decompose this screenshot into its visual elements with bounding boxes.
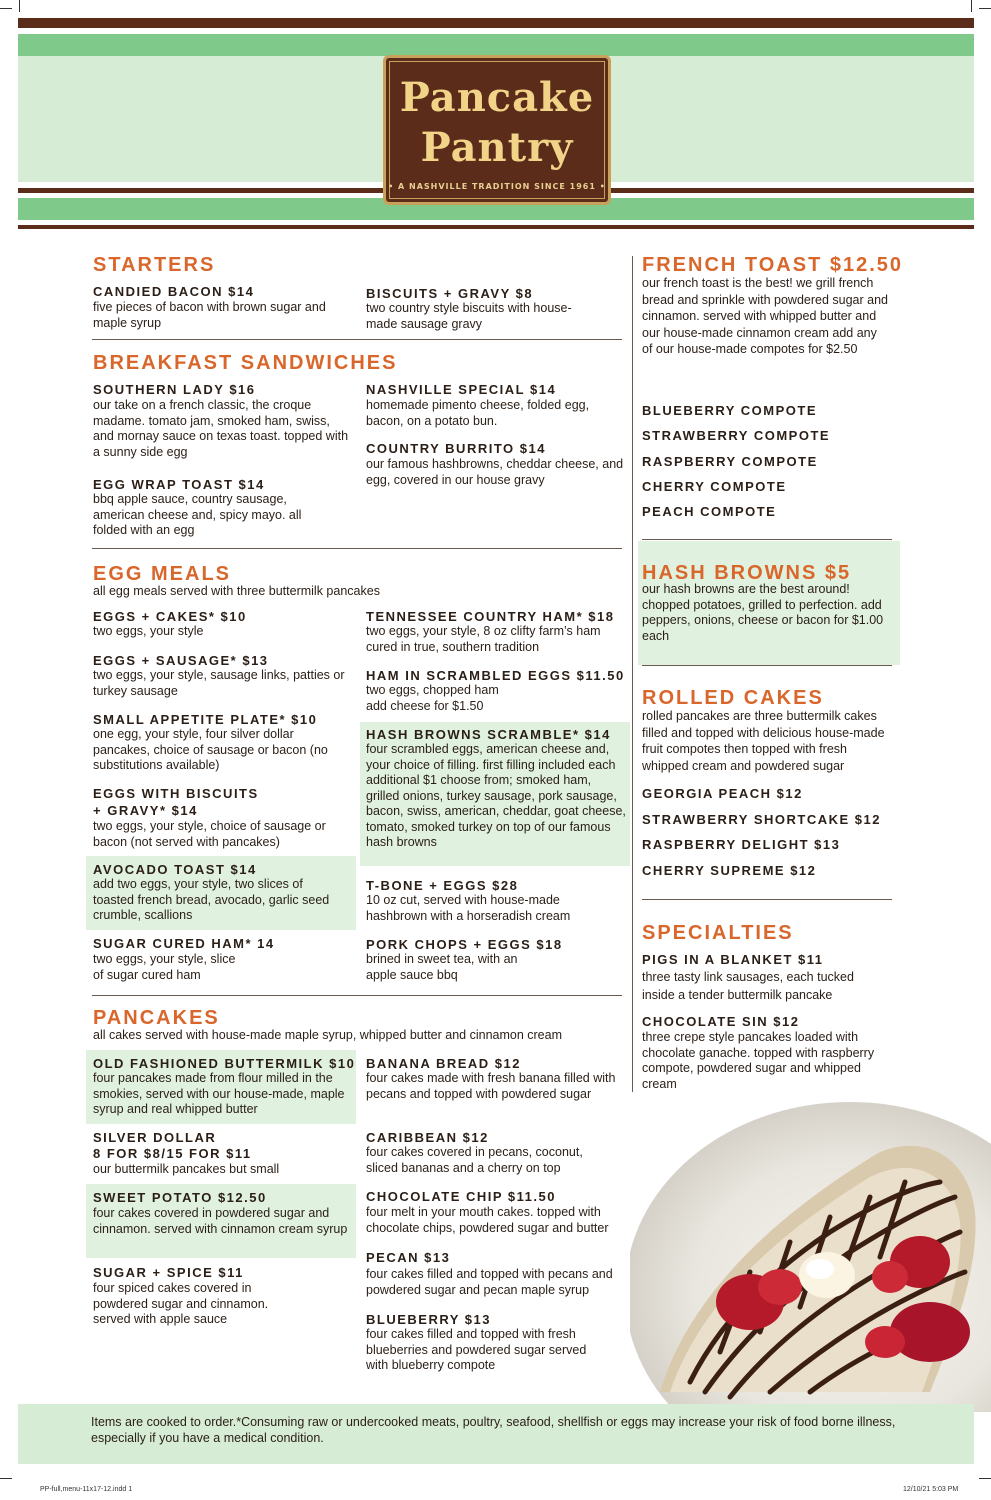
- section-subtitle: all egg meals served with three buttermilk pancakes: [93, 584, 380, 598]
- section-title-pancakes: PANCAKES: [93, 1007, 220, 1029]
- item-desc: two eggs, your style: [93, 624, 204, 638]
- item-raspberry-delight: RASPBERRY DELIGHT $13: [642, 837, 841, 852]
- item-pigs-in-blanket: PIGS IN A BLANKET $11: [642, 952, 824, 967]
- item-avocado-toast: AVOCADO TOAST $14: [93, 862, 257, 877]
- print-slug-right: 12/10/21 5:03 PM: [903, 1486, 959, 1493]
- brand-tagline: • A NASHVILLE TRADITION SINCE 1961 •: [388, 182, 606, 191]
- header-band: [18, 18, 974, 28]
- item-desc: two eggs, your style, 8 oz clifty farm’s ham cured in true, southern tradition: [366, 624, 601, 654]
- item-desc: four cakes filled and topped with fresh blueberries and powdered sugar served with blueberry compote: [366, 1327, 587, 1372]
- item-nashville-special: NASHVILLE SPECIAL $14: [366, 382, 557, 397]
- item-eggs-sausage: EGGS + SAUSAGE* $13: [93, 653, 269, 668]
- item-country-burrito: COUNTRY BURRITO $14: [366, 441, 546, 456]
- item-pork-chops: PORK CHOPS + EGGS $18: [366, 937, 563, 952]
- item-desc: our buttermilk pancakes but small: [93, 1162, 280, 1176]
- section-title-french-toast: FRENCH TOAST $12.50: [642, 254, 904, 276]
- compote-peach: PEACH COMPOTE: [642, 504, 777, 519]
- item-desc: four cakes made with fresh banana filled with pecans and topped with powdered sugar: [366, 1071, 616, 1101]
- section-title-starters: STARTERS: [93, 254, 216, 276]
- item-desc: two country style biscuits with house-made sausage gravy: [366, 301, 572, 331]
- crop-mark: [979, 1478, 991, 1479]
- item-old-fashioned: OLD FASHIONED BUTTERMILK $10: [93, 1056, 356, 1071]
- item-desc: two eggs, chopped ham add cheese for $1.50: [366, 683, 499, 713]
- item-desc: two eggs, your style, sausage links, patties or turkey sausage: [93, 668, 345, 698]
- column-divider: [632, 256, 633, 1094]
- item-caribbean: CARIBBEAN $12: [366, 1130, 489, 1145]
- item-desc: four melt in your mouth cakes. topped with chocolate chips, powdered sugar and butter: [366, 1205, 609, 1235]
- item-strawberry-shortcake: STRAWBERRY SHORTCAKE $12: [642, 812, 881, 827]
- item-desc: three tasty link sausages, each tucked inside a tender buttermilk pancake: [642, 970, 854, 1002]
- item-sugar-cured-ham: SUGAR CURED HAM* 14: [93, 936, 275, 951]
- item-tbone-eggs: T-BONE + EGGS $28: [366, 878, 519, 893]
- item-desc: one egg, your style, four silver dollar pancakes, choice of sausage or bacon (no substitutions available): [93, 727, 328, 772]
- compote-raspberry: RASPBERRY COMPOTE: [642, 454, 818, 469]
- item-pecan: PECAN $13: [366, 1250, 451, 1265]
- item-desc: our hash browns are the best around! chopped potatoes, grilled to perfection. add peppers, onions, cheese or bacon for $1.00 each: [642, 582, 884, 643]
- item-desc: brined in sweet tea, with an apple sauce bbq: [366, 952, 518, 982]
- print-slug-left: PP-full,menu-11x17-12.indd 1: [40, 1486, 133, 1493]
- item-desc: 10 oz cut, served with house-made hashbrown with a horseradish cream: [366, 893, 571, 923]
- section-title-hash-browns: HASH BROWNS $5: [642, 562, 852, 584]
- section-title-specialties: SPECIALTIES: [642, 922, 794, 944]
- item-desc: add two eggs, your style, two slices of toasted french bread, avocado, garlic seed crumble, scallions: [93, 877, 330, 922]
- item-banana-bread: BANANA BREAD $12: [366, 1056, 521, 1071]
- section-subtitle: all cakes served with house-made maple syrup, whipped butter and cinnamon cream: [93, 1028, 562, 1042]
- brand-line2: Pantry: [420, 124, 574, 171]
- item-desc: rolled pancakes are three buttermilk cakes filled and topped with delicious house-made fruit compotes then topped with fresh whipped cream and powdered sugar: [642, 709, 885, 773]
- allergen-footer: [18, 1404, 974, 1464]
- item-georgia-peach: GEORGIA PEACH $12: [642, 786, 803, 801]
- section-title-sandwiches: BREAKFAST SANDWICHES: [93, 352, 398, 374]
- item-small-appetite: SMALL APPETITE PLATE* $10: [93, 712, 318, 727]
- compote-cherry: CHERRY COMPOTE: [642, 479, 787, 494]
- item-southern-lady: SOUTHERN LADY $16: [93, 382, 256, 397]
- section-title-egg-meals: EGG MEALS: [93, 563, 232, 585]
- compote-strawberry: STRAWBERRY COMPOTE: [642, 428, 831, 443]
- item-candied-bacon: CANDIED BACON $14: [93, 284, 255, 299]
- item-desc: five pieces of bacon with brown sugar and maple syrup: [93, 300, 326, 330]
- brand-logo: [383, 55, 611, 205]
- item-desc: two eggs, your style, choice of sausage or bacon (not served with pancakes): [93, 819, 326, 849]
- section-divider: [642, 539, 892, 540]
- item-eggs-cakes: EGGS + CAKES* $10: [93, 609, 247, 624]
- item-desc: our take on a french classic, the croque madame. tomato jam, smoked ham, swiss, and mornay sauce on texas toast. topped with a sunny side egg: [93, 398, 349, 459]
- item-sweet-potato: SWEET POTATO $12.50: [93, 1190, 267, 1205]
- item-eggs-biscuits: EGGS WITH BISCUITS: [93, 786, 259, 801]
- item-blueberry: BLUEBERRY $13: [366, 1312, 491, 1327]
- crop-mark: [0, 1478, 12, 1479]
- item-chocolate-sin: CHOCOLATE SIN $12: [642, 1014, 800, 1029]
- section-title-rolled-cakes: ROLLED CAKES: [642, 687, 824, 709]
- brand-line1: Pancake: [399, 74, 595, 121]
- item-tennessee-ham: TENNESSEE COUNTRY HAM* $18: [366, 609, 615, 624]
- item-desc: four spiced cakes covered in powdered sugar and cinnamon. served with apple sauce: [93, 1281, 269, 1326]
- item-silver-dollar: SILVER DOLLAR: [93, 1130, 217, 1145]
- crop-mark: [0, 8, 12, 9]
- item-silver-dollar-price: 8 FOR $8/15 FOR $11: [93, 1146, 252, 1161]
- item-eggs-biscuits-price: + GRAVY* $14: [93, 803, 198, 818]
- footer-disclaimer: Items are cooked to order.*Consuming raw or undercooked meats, poultry, seafood, shellfish or eggs may increase your risk of food borne illness, especially if you have a medical condition.: [91, 1415, 896, 1445]
- item-desc: our french toast is the best! we grill french bread and sprinkle with powdered sugar and cinnamon. served with whipped butter and our house-made cinnamon cream add any of our house-made compotes for $2.50: [642, 276, 888, 356]
- section-divider: [92, 995, 622, 996]
- item-hash-scramble: HASH BROWNS SCRAMBLE* $14: [366, 727, 611, 742]
- item-desc: homemade pimento cheese, folded egg, bacon, on a potato bun.: [366, 398, 590, 428]
- item-egg-wrap-toast: EGG WRAP TOAST $14: [93, 477, 265, 492]
- crop-mark: [979, 8, 991, 9]
- item-biscuits-gravy: BISCUITS + GRAVY $8: [366, 286, 534, 301]
- item-desc: four cakes covered in powdered sugar and cinnamon. served with cinnamon cream syrup: [93, 1206, 348, 1236]
- section-divider: [642, 899, 892, 900]
- item-desc: four cakes covered in pecans, coconut, sliced bananas and a cherry on top: [366, 1145, 583, 1175]
- item-desc: four scrambled eggs, american cheese and, your choice of filling. first filling included each additional $1 choose from; smoked ham, grilled onions, turkey sausage, pork sausage, bacon, swiss, american, cheddar, goat cheese, tomato, smoked turkey on top of our famous hash browns: [366, 742, 626, 849]
- header-band: [18, 34, 974, 56]
- item-cherry-supreme: CHERRY SUPREME $12: [642, 863, 817, 878]
- item-desc: four pancakes made from flour milled in the smokies, served with our house-made, maple syrup and real whipped butter: [93, 1071, 345, 1116]
- item-desc: three crepe style pancakes loaded with chocolate ganache. topped with raspberry compote, powdered sugar and whipped cream: [642, 1030, 875, 1091]
- header-band: [18, 225, 974, 229]
- section-divider: [642, 665, 892, 666]
- item-desc: four cakes filled and topped with pecans and powdered sugar and pecan maple syrup: [366, 1267, 613, 1297]
- item-desc: bbq apple sauce, country sausage, american cheese and, spicy mayo. all folded with an egg: [93, 492, 302, 537]
- item-desc: two eggs, your style, slice of sugar cured ham: [93, 952, 236, 982]
- section-divider: [92, 339, 622, 340]
- item-chocolate-chip: CHOCOLATE CHIP $11.50: [366, 1189, 556, 1204]
- section-divider: [92, 548, 622, 549]
- item-sugar-spice: SUGAR + SPICE $11: [93, 1265, 244, 1280]
- crop-mark: [19, 0, 20, 12]
- compote-blueberry: BLUEBERRY COMPOTE: [642, 403, 818, 418]
- item-ham-scrambled: HAM IN SCRAMBLED EGGS $11.50: [366, 668, 625, 683]
- crop-mark: [971, 0, 972, 12]
- item-desc: our famous hashbrowns, cheddar cheese, and egg, covered in our house gravy: [366, 457, 624, 487]
- chocolate-crepe-photo: [630, 1092, 991, 1412]
